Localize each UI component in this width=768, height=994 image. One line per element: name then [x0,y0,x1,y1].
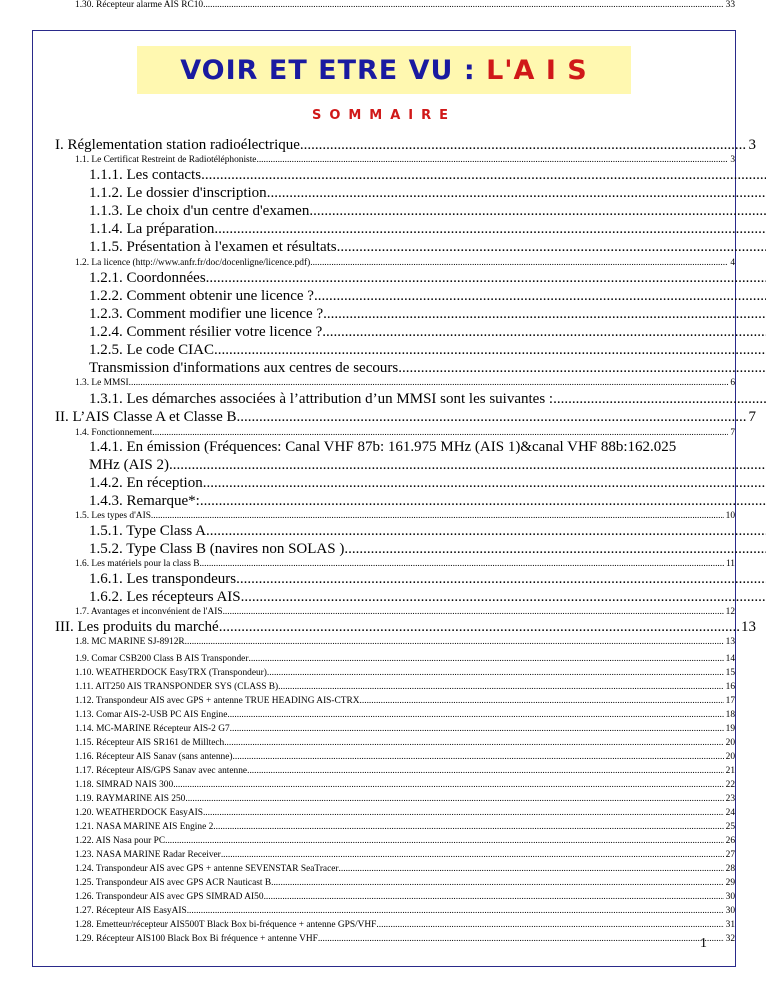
page-number: 1 [700,936,707,951]
toc-entry-title: 1.1.4. La préparation [89,221,215,237]
toc-entry-page: 6 [730,378,735,388]
toc-entry-title: 1.2.5. Le code CIAC [89,342,214,358]
toc-entry-title: Transmission d'informations aux centres de secours [89,360,399,376]
toc-entry-page: 13 [741,619,756,635]
toc-entry[interactable] [89,457,768,474]
toc-entry[interactable] [75,780,735,790]
toc-entry-page: 19 [725,724,735,734]
toc-entry-title: 1.19. RAYMARINE AIS 250 [75,794,186,804]
toc-dot-leader [221,850,724,860]
toc-entry[interactable] [75,920,735,930]
toc-entry[interactable] [55,619,756,636]
toc-entry-page: 7 [748,409,756,425]
toc-entry-page: 22 [725,780,735,790]
toc-entry[interactable] [89,589,768,606]
title-main: VOIR ET ETRE VU : [180,54,487,86]
toc-entry-title: 1.24. Transpondeur AIS avec GPS + antenne SEVENSTAR SeaTracer [75,864,339,874]
toc-entry-page: 13 [725,637,735,647]
toc-entry-title: 1.10. WEATHERDOCK EasyTRX (Transpondeur) [75,668,267,678]
toc-entry-title: 1.15. Récepteur AIS SR161 de Milltech [75,738,225,748]
toc-dot-leader [219,619,739,636]
toc-entry-title: 1.3.1. Les démarches associées à l’attribution d’un MMSI sont les suivantes : [89,391,554,407]
toc-entry-title: 1.22. AIS Nasa pour PC [75,836,166,846]
toc-entry[interactable] [75,724,735,734]
toc-entry-page: 30 [725,906,735,916]
toc-entry-page: 7 [730,428,735,438]
toc-entry-title: 1.5. Les types d'AIS [75,511,151,521]
toc-entry[interactable] [75,822,735,832]
toc-entry-title: 1.21. NASA MARINE AIS Engine 2 [75,822,214,832]
toc-entry-title: 1.27. Récepteur AIS EasyAIS [75,906,187,916]
toc-entry[interactable] [89,185,768,202]
toc-dot-leader [227,710,723,720]
toc-dot-leader [309,203,766,220]
toc-entry-title: 1.11. AIT250 AIS TRANSPONDER SYS (CLASS B) [75,682,279,692]
toc-entry[interactable] [89,541,768,558]
toc-entry-page: 18 [725,710,735,720]
toc-entry-title: 1.17. Récepteur AIS/GPS Sanav avec antenne [75,766,248,776]
toc-dot-leader [206,523,766,540]
toc-entry[interactable] [75,850,735,860]
toc-entry[interactable] [55,137,756,154]
toc-dot-leader [214,342,766,359]
toc-dot-leader [237,409,747,426]
toc-entry[interactable] [89,270,768,287]
toc-entry-title: 1.18. SIMRAD NAIS 300 [75,780,174,790]
toc-entry-title: II. L’AIS Classe A et Classe B [55,409,237,425]
toc-dot-leader [206,270,766,287]
toc-entry-page: 23 [725,794,735,804]
toc-entry[interactable] [75,258,735,268]
toc-entry-title: MHz (AIS 2) [89,457,169,473]
toc-dot-leader [236,571,766,588]
toc-entry-page: 27 [725,850,735,860]
toc-entry-title: 1.6.1. Les transpondeurs [89,571,237,587]
toc-entry[interactable] [89,439,768,456]
toc-entry-page: 16 [725,682,735,692]
toc-dot-leader [267,668,724,678]
toc-entry-page: 28 [725,864,735,874]
toc-dot-leader [173,780,723,790]
toc-entry-page: 21 [725,766,735,776]
toc-entry-title: 1.25. Transpondeur AIS avec GPS ACR Nauticast B [75,878,272,888]
toc-entry[interactable] [89,306,768,323]
toc-entry-page: 15 [725,668,735,678]
toc-dot-leader [398,360,766,377]
toc-entry[interactable] [75,0,735,10]
toc-entry[interactable] [75,682,735,692]
toc-entry[interactable] [89,239,768,256]
toc-dot-leader [200,493,766,510]
toc-entry-page: 20 [725,752,735,762]
toc-entry[interactable] [75,906,735,916]
toc-dot-leader [248,654,723,664]
toc-entry[interactable] [89,288,768,305]
toc-dot-leader [323,306,766,323]
toc-entry[interactable] [89,475,768,492]
toc-entry[interactable] [75,752,735,762]
toc-entry-page: 29 [725,878,735,888]
toc-dot-leader [337,239,766,256]
toc-entry[interactable] [75,696,735,706]
toc-dot-leader [152,428,728,438]
toc-entry[interactable] [89,523,768,540]
toc-entry[interactable] [75,637,735,647]
toc-entry-title: 1.26. Transpondeur AIS avec GPS SIMRAD AI50 [75,892,264,902]
toc-entry-title: 1.14. MC-MARINE Récepteur AIS-2 G7 [75,724,230,734]
toc-entry[interactable] [75,808,735,818]
toc-entry[interactable] [75,836,735,846]
toc-entry[interactable] [89,221,768,238]
toc-entry-title: 1.3. Le MMSI [75,378,129,388]
toc-entry[interactable] [75,378,735,388]
toc-entry[interactable] [89,493,768,510]
toc-entry[interactable] [89,571,768,588]
toc-entry-page: 33 [725,0,735,10]
toc-entry[interactable] [75,892,735,902]
toc-dot-leader [213,822,723,832]
toc-entry-title: 1.2.3. Comment modifier une licence ? [89,306,324,322]
toc-entry-page: 32 [725,934,735,944]
title-accent: L'A I S [486,54,588,86]
toc-entry-title: III. Les produits du marché [55,619,219,635]
toc-dot-leader [169,457,766,474]
toc-entry[interactable] [75,428,735,438]
toc-entry-page: 12 [725,607,735,617]
toc-entry-page: 10 [725,511,735,521]
toc-entry[interactable] [75,864,735,874]
toc-entry-title: 1.6.2. Les récepteurs AIS [89,589,241,605]
toc-dot-leader [151,511,724,521]
toc-entry-title: 1.6. Les matériels pour la class B [75,559,200,569]
toc-dot-leader [224,738,723,748]
toc-entry[interactable] [75,559,735,569]
toc-entry-title: 1.16. Récepteur AIS Sanav (sans antenne) [75,752,233,762]
toc-dot-leader [300,137,747,154]
title-banner [137,46,631,94]
toc-dot-leader [230,724,724,734]
toc-entry-title: 1.4. Fonctionnement [75,428,153,438]
toc-entry-title: 1.5.1. Type Class A [89,523,207,539]
toc-entry-page: 3 [748,137,756,153]
toc-dot-leader [318,934,724,944]
toc-entry[interactable] [89,342,768,359]
toc-dot-leader [185,794,723,804]
toc-entry-title: 1.13. Comar AIS-2-USB PC AIS Engine [75,710,228,720]
toc-entry-title: 1.4.2. En réception [89,475,203,491]
toc-dot-leader [264,892,724,902]
toc-entry[interactable] [89,391,768,408]
toc-entry[interactable] [75,607,735,617]
toc-entry-title: 1.7. Avantages et inconvénient de l'AIS [75,607,223,617]
toc-entry[interactable] [75,766,735,776]
toc-dot-leader [214,221,766,238]
toc-entry-title: 1.20. WEATHERDOCK EasyAIS [75,808,203,818]
toc-entry-page: 20 [725,738,735,748]
toc-dot-leader [241,589,766,606]
toc-entry-page: 11 [725,559,735,569]
toc-entry[interactable] [55,409,756,426]
toc-entry-title: 1.2.2. Comment obtenir une licence ? [89,288,314,304]
toc-dot-leader [233,752,724,762]
toc-dot-leader [360,696,724,706]
toc-entry-title: 1.1.2. Le dossier d'inscription [89,185,267,201]
toc-entry[interactable] [89,324,768,341]
toc-entry-title: 1.1.5. Présentation à l'examen et résultats [89,239,337,255]
toc-entry-page: 26 [725,836,735,846]
toc-entry-title: 1.2.4. Comment résilier votre licence ? [89,324,323,340]
toc-entry-title: 1.5.2. Type Class B (navires non SOLAS ) [89,541,345,557]
toc-entry-title: 1.2.1. Coordonnées [89,270,206,286]
toc-entry[interactable] [75,738,735,748]
toc-dot-leader [223,607,724,617]
toc-entry-title: 1.8. MC MARINE SJ-8912R [75,637,185,647]
toc-dot-leader [267,185,766,202]
toc-entry-page: 31 [725,920,735,930]
toc-dot-leader [256,155,728,165]
toc-entry-title: 1.4.3. Remarque*: [89,493,200,509]
toc-entry[interactable] [75,794,735,804]
toc-entry-title: 1.23. NASA MARINE Radar Receiver [75,850,221,860]
toc-entry-title: I. Réglementation station radioélectrique [55,137,300,153]
toc-dot-leader [203,475,766,492]
toc-dot-leader [201,167,766,184]
toc-dot-leader [129,378,729,388]
toc-entry-title: 1.28. Emetteur/récepteur AIS500T Black Box bi-fréquence + antenne GPS/VHF [75,920,377,930]
toc-dot-leader [278,682,723,692]
toc-dot-leader [247,766,724,776]
toc-entry-title: 1.4.1. En émission (Fréquences: Canal VHF 87b: 161.975 MHz (AIS 1)&canal VHF 88b:162.025 [89,439,677,455]
toc-entry-page: 25 [725,822,735,832]
toc-entry[interactable] [89,360,768,377]
toc-entry-title: 1.1.1. Les contacts [89,167,202,183]
toc-entry-title: 1.2. La licence (http://www.anfr.fr/doc/docenligne/licence.pdf) [75,258,311,268]
toc-dot-leader [199,559,724,569]
toc-dot-leader [165,836,724,846]
toc-dot-leader [322,324,766,341]
toc-dot-leader [344,541,766,558]
toc-entry-page: 30 [725,892,735,902]
toc-entry-page: 17 [725,696,735,706]
toc-entry[interactable] [75,155,735,165]
toc-entry[interactable] [75,878,735,888]
toc-dot-leader [310,258,728,268]
toc-entry-page: 14 [725,654,735,664]
toc-dot-leader [203,808,724,818]
toc-entry-title: 1.30. Récepteur alarme AIS RC10 [75,0,204,10]
toc-entry[interactable] [75,934,735,944]
toc-dot-leader [339,864,724,874]
toc-entry[interactable] [75,511,735,521]
toc-dot-leader [203,0,724,10]
toc-entry[interactable] [75,654,735,664]
toc-entry[interactable] [89,203,768,220]
toc-dot-leader [185,637,724,647]
toc-dot-leader [187,906,724,916]
toc-entry-title: 1.9. Comar CSB200 Class B AIS Transponder [75,654,249,664]
toc-entry[interactable] [75,668,735,678]
toc-entry-page: 24 [725,808,735,818]
toc-entry-title: 1.1.3. Le choix d'un centre d'examen [89,203,310,219]
toc-dot-leader [553,391,766,408]
toc-entry-title: 1.29. Récepteur AIS100 Black Box Bi fréquence + antenne VHF [75,934,318,944]
toc-entry-title: 1.12. Transpondeur AIS avec GPS + antenne TRUE HEADING AIS-CTRX [75,696,360,706]
toc-dot-leader [314,288,766,305]
toc-dot-leader [376,920,723,930]
toc-entry[interactable] [75,710,735,720]
sommaire-heading: SOMMAIRE [311,108,457,123]
toc-entry-page: 4 [730,258,735,268]
toc-dot-leader [271,878,724,888]
document-title [180,55,587,86]
toc-entry[interactable] [89,167,768,184]
toc-entry-page: 3 [730,155,735,165]
toc-entry-title: 1.1. Le Certificat Restreint de Radiotéléphoniste [75,155,257,165]
